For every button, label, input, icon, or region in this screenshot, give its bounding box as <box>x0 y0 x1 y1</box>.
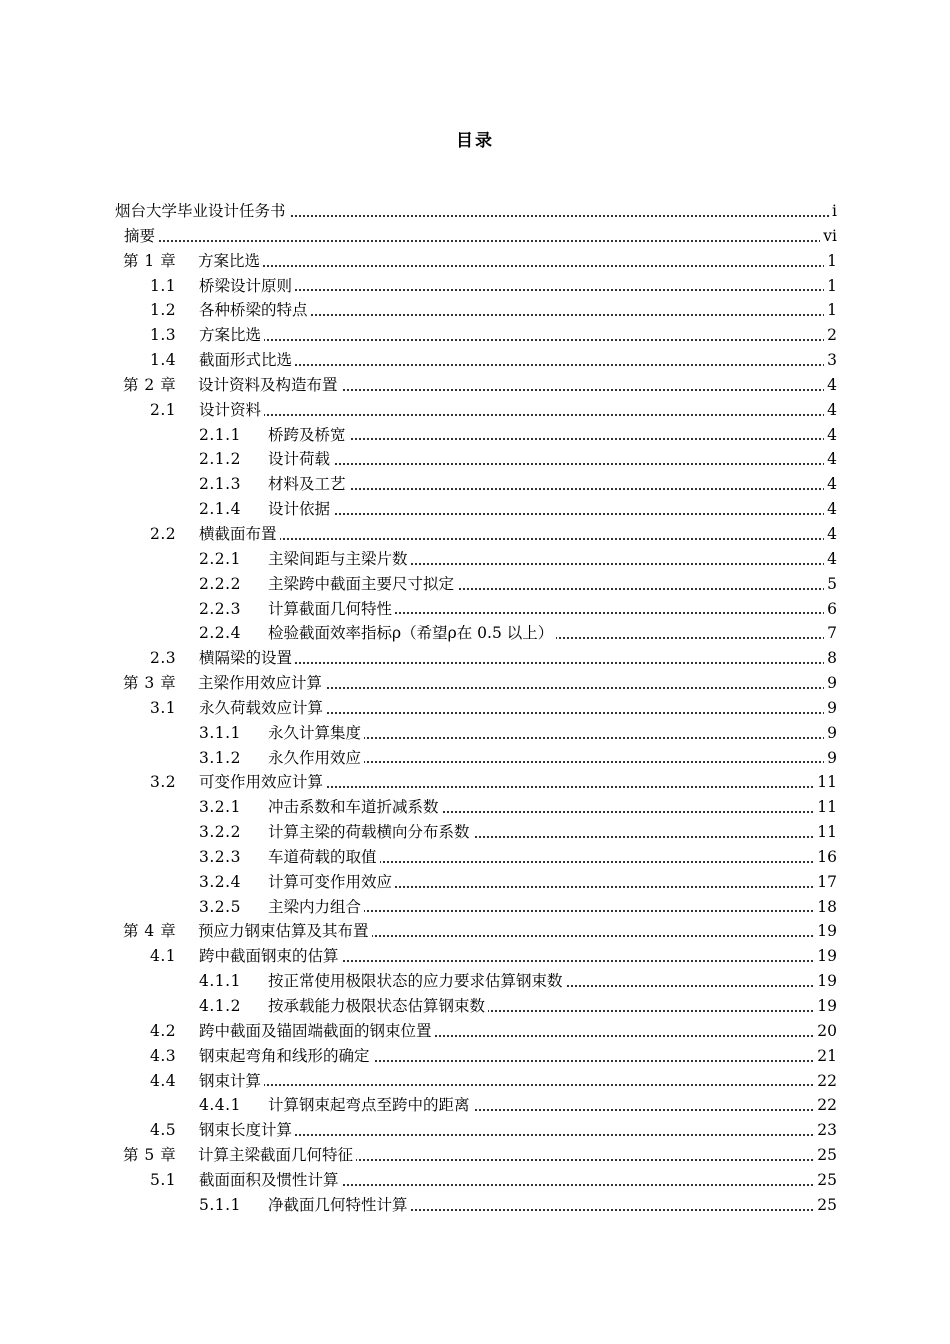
toc-entry-title-leader <box>199 522 837 547</box>
page-title: 目录 <box>456 131 494 151</box>
toc-entry-title-leader <box>268 969 837 994</box>
toc-entry-title: 按正常使用极限状态的应力要求估算钢束数 <box>268 972 566 990</box>
toc-entry-title-leader <box>268 994 837 1019</box>
toc-entry-number: 3.2.5 <box>199 897 241 916</box>
toc-entry-title-leader <box>268 820 837 845</box>
toc-entry-number: 4.2 <box>150 1021 177 1040</box>
toc-entry-title: 跨中截面钢束的估算 <box>199 947 342 965</box>
toc-entry-title-leader <box>199 646 837 671</box>
toc-entry-title: 车道荷载的取值 <box>268 848 380 866</box>
toc-entry-title-leader <box>124 224 837 249</box>
toc-entry-title: 跨中截面及锚固端截面的钢束位置 <box>199 1022 435 1040</box>
toc-entry-page: 4 <box>824 472 837 497</box>
toc-entry-page: 3 <box>824 348 837 373</box>
toc-entry[interactable] <box>0 199 950 224</box>
toc-entry-title-leader <box>268 621 837 646</box>
toc-entry-number: 2.1.4 <box>199 500 241 519</box>
toc-entry-page: 20 <box>814 1019 837 1044</box>
toc-entry-page: 4 <box>824 447 837 472</box>
toc-entry-number: 1.1 <box>150 276 177 295</box>
toc-entry[interactable] <box>0 1044 950 1069</box>
toc-entry-number: 第 3 章 <box>123 674 177 693</box>
toc-entry-number: 2.3 <box>150 649 177 668</box>
toc-entry[interactable] <box>0 224 950 249</box>
toc-entry[interactable] <box>0 721 950 746</box>
toc-entry-title-leader <box>268 895 837 920</box>
toc-entry-title-leader <box>199 1044 837 1069</box>
toc-entry-title: 方案比选 <box>198 252 263 270</box>
toc-entry-page: 1 <box>824 298 837 323</box>
toc-entry[interactable] <box>0 1193 950 1218</box>
toc-entry[interactable] <box>0 870 950 895</box>
toc-entry-page: 21 <box>814 1044 837 1069</box>
toc-entry[interactable] <box>0 547 950 572</box>
toc-entry[interactable] <box>0 522 950 547</box>
toc-entry-title: 钢束长度计算 <box>199 1121 295 1139</box>
toc-entry[interactable] <box>0 1093 950 1118</box>
toc-entry-number: 2.2.1 <box>199 549 241 568</box>
toc-entry-page: 19 <box>814 944 837 969</box>
toc-entry-title: 永久作用效应 <box>268 749 364 767</box>
toc-entry-page: 7 <box>824 621 837 646</box>
toc-entry[interactable] <box>0 1168 950 1193</box>
toc-entry[interactable] <box>0 895 950 920</box>
toc-entry[interactable] <box>0 696 950 721</box>
toc-entry-number: 第 2 章 <box>123 375 177 394</box>
toc-entry-title-leader <box>199 944 837 969</box>
toc-entry-number: 4.1.1 <box>199 972 241 991</box>
toc-entry[interactable] <box>0 1019 950 1044</box>
toc-entry[interactable] <box>0 919 950 944</box>
toc-entry-page: 23 <box>814 1118 837 1143</box>
toc-entry-title: 净截面几何特性计算 <box>268 1196 411 1214</box>
toc-entry-title-leader <box>198 1143 837 1168</box>
toc-entry-page: 22 <box>814 1069 837 1094</box>
toc-entry[interactable] <box>0 249 950 274</box>
toc-entry-title-leader <box>199 1069 837 1094</box>
toc-entry-title: 钢束计算 <box>199 1072 264 1090</box>
toc-entry-number: 1.4 <box>150 351 177 370</box>
toc-entry[interactable] <box>0 770 950 795</box>
toc-entry[interactable] <box>0 597 950 622</box>
toc-entry-title: 钢束起弯角和线形的确定 <box>199 1047 373 1065</box>
toc-entry-number: 第 1 章 <box>123 251 177 270</box>
toc-entry[interactable] <box>0 348 950 373</box>
toc-entry[interactable] <box>0 969 950 994</box>
toc-entry-title: 设计荷载 <box>268 450 333 468</box>
toc-entry-number: 4.4.1 <box>199 1096 241 1115</box>
toc-entry-page: 9 <box>824 696 837 721</box>
toc-entry-title-leader <box>199 398 837 423</box>
toc-entry-title: 横隔梁的设置 <box>199 649 295 667</box>
toc-entry-page: 2 <box>824 323 837 348</box>
toc-entry-number: 4.5 <box>150 1121 177 1140</box>
toc-entry[interactable] <box>0 472 950 497</box>
toc-entry-page: 11 <box>814 795 837 820</box>
toc-entry-title: 桥跨及桥宽 <box>268 426 349 444</box>
toc-entry-title: 计算主梁的荷载横向分布系数 <box>268 823 473 841</box>
toc-entry-number: 5.1 <box>150 1170 177 1189</box>
toc-entry-title-leader <box>199 274 837 299</box>
toc-entry[interactable] <box>0 1118 950 1143</box>
toc-entry-page: 19 <box>814 969 837 994</box>
toc-entry-page: 4 <box>824 497 837 522</box>
toc-entry-page: 25 <box>814 1168 837 1193</box>
toc-entry-title: 桥梁设计原则 <box>199 277 295 295</box>
toc-entry-title-leader <box>198 373 837 398</box>
toc-entry-title: 主梁作用效应计算 <box>198 674 325 692</box>
toc-entry-page: 11 <box>814 820 837 845</box>
toc-entry[interactable] <box>0 621 950 646</box>
toc-entry-title-leader <box>198 919 837 944</box>
toc-entry-page: 4 <box>824 423 837 448</box>
toc-entry-title-leader <box>198 671 837 696</box>
toc-entry-number: 3.1.2 <box>199 748 241 767</box>
toc-entry-page: 4 <box>824 522 837 547</box>
toc-entry-title-leader <box>268 1093 837 1118</box>
toc-entry-title-leader <box>268 472 837 497</box>
toc-entry-title-leader <box>268 572 837 597</box>
toc-entry[interactable] <box>0 795 950 820</box>
toc-entry-number: 2.2 <box>150 524 177 543</box>
toc-entry-title: 主梁跨中截面主要尺寸拟定 <box>268 575 457 593</box>
toc-entry-page: 11 <box>814 770 837 795</box>
toc-entry-title: 截面形式比选 <box>199 351 295 369</box>
toc-entry-page: 9 <box>824 746 837 771</box>
toc-entry-title-leader <box>268 423 837 448</box>
toc-entry-page: 1 <box>824 249 837 274</box>
toc-entry-number: 3.2.1 <box>199 798 241 817</box>
toc-entry-title: 按承载能力极限状态估算钢束数 <box>268 997 488 1015</box>
toc-entry-title: 计算可变作用效应 <box>268 873 395 891</box>
toc-entry-page: 25 <box>814 1143 837 1168</box>
toc-entry[interactable] <box>0 746 950 771</box>
toc-entry-number: 3.1.1 <box>199 723 241 742</box>
toc-entry-title-leader <box>268 1193 837 1218</box>
toc-entry-title-leader <box>199 696 837 721</box>
toc-entry-number: 4.4 <box>150 1071 177 1090</box>
toc-entry-title: 预应力钢束估算及其布置 <box>198 922 372 940</box>
toc-entry-title-leader <box>199 1118 837 1143</box>
toc-entry-title-leader <box>268 721 837 746</box>
toc-entry-title-leader <box>268 497 837 522</box>
toc-entry[interactable] <box>0 373 950 398</box>
toc-entry-number: 3.1 <box>150 698 177 717</box>
toc-entry-page: 1 <box>824 274 837 299</box>
toc-entry-title: 主梁内力组合 <box>268 898 364 916</box>
toc-entry-number: 2.2.2 <box>199 574 241 593</box>
toc-entry-title: 方案比选 <box>199 326 264 344</box>
toc-entry[interactable] <box>0 845 950 870</box>
toc-entry-page: 9 <box>824 721 837 746</box>
toc-entry-page: 4 <box>824 547 837 572</box>
toc-entry-number: 第 4 章 <box>123 922 177 941</box>
toc-entry-title: 计算主梁截面几何特征 <box>198 1146 356 1164</box>
toc-entry-number: 2.1.2 <box>199 450 241 469</box>
toc-entry-title-leader <box>268 845 837 870</box>
toc-entry-title: 计算截面几何特性 <box>268 600 395 618</box>
toc-entry[interactable] <box>0 572 950 597</box>
toc-entry-number: 1.3 <box>150 326 177 345</box>
toc-entry[interactable] <box>0 944 950 969</box>
toc-entry[interactable] <box>0 323 950 348</box>
toc-entry-title: 可变作用效应计算 <box>199 773 326 791</box>
toc-entry-title-leader <box>199 1168 837 1193</box>
toc-entry-number: 1.2 <box>150 301 177 320</box>
toc-entry-title: 横截面布置 <box>199 525 280 543</box>
toc-entry[interactable] <box>0 497 950 522</box>
toc-entry-title-leader <box>268 870 837 895</box>
toc-entry-title-leader <box>268 746 837 771</box>
toc-entry[interactable] <box>0 1143 950 1168</box>
toc-entry-title-leader <box>199 348 837 373</box>
toc-entry-title-leader <box>199 1019 837 1044</box>
toc-entry-title-leader <box>115 199 837 224</box>
toc-entry-title-leader <box>199 323 837 348</box>
toc-entry-number: 2.2.4 <box>199 624 241 643</box>
toc-entry-number: 3.2.2 <box>199 823 241 842</box>
toc-entry-number: 3.2.4 <box>199 872 241 891</box>
toc-entry-title: 材料及工艺 <box>268 475 349 493</box>
toc-entry-page: vi <box>820 224 837 249</box>
toc-entry-page: 6 <box>824 597 837 622</box>
toc-entry-page: 19 <box>814 994 837 1019</box>
toc-entry[interactable] <box>0 820 950 845</box>
toc-entry-title: 计算钢束起弯点至跨中的距离 <box>268 1096 473 1114</box>
toc-entry-title: 永久计算集度 <box>268 724 364 742</box>
toc-entry-page: 4 <box>824 398 837 423</box>
toc-entry-title: 设计依据 <box>268 500 333 518</box>
toc-entry-title: 永久荷载效应计算 <box>199 699 326 717</box>
toc-entry[interactable] <box>0 447 950 472</box>
toc-entry-page: 8 <box>824 646 837 671</box>
toc-entry-page: 5 <box>824 572 837 597</box>
toc-entry-number: 2.1 <box>150 400 177 419</box>
toc-entry-title: 设计资料及构造布置 <box>198 376 341 394</box>
toc-entry-page: 16 <box>814 845 837 870</box>
toc-entry-title: 截面面积及惯性计算 <box>199 1171 342 1189</box>
toc-entry-title-leader <box>199 298 837 323</box>
toc-entry-number: 3.2.3 <box>199 847 241 866</box>
toc-entry-title: 设计资料 <box>199 401 264 419</box>
toc-entry[interactable] <box>0 398 950 423</box>
toc-entry-title: 主梁间距与主梁片数 <box>268 550 411 568</box>
toc-entry-page: 25 <box>814 1193 837 1218</box>
toc-entry-number: 4.1.2 <box>199 997 241 1015</box>
toc-entry-title: 检验截面效率指标ρ（希望ρ在 0.5 以上） <box>268 624 556 642</box>
toc-entry-title-leader <box>268 795 837 820</box>
toc-entry-title: 烟台大学毕业设计任务书 <box>115 202 289 220</box>
toc-entry-page: 4 <box>824 373 837 398</box>
toc-entry-number: 2.1.3 <box>199 475 241 494</box>
toc-entry-number: 2.1.1 <box>199 425 241 444</box>
toc-entry-title: 摘要 <box>124 227 158 245</box>
toc-entry[interactable] <box>0 274 950 299</box>
toc-entry-number: 4.1 <box>150 947 177 966</box>
table-of-contents <box>0 199 950 1218</box>
toc-entry-title-leader <box>199 770 837 795</box>
toc-entry-number: 4.3 <box>150 1046 177 1065</box>
toc-entry-page: 9 <box>824 671 837 696</box>
toc-entry[interactable] <box>0 994 950 1019</box>
toc-entry-title-leader <box>268 597 837 622</box>
toc-entry-title: 冲击系数和车道折减系数 <box>268 798 442 816</box>
toc-entry-number: 2.2.3 <box>199 599 241 618</box>
toc-entry[interactable] <box>0 646 950 671</box>
toc-entry-title-leader <box>268 547 837 572</box>
toc-entry-number: 第 5 章 <box>123 1146 177 1165</box>
toc-entry-title-leader <box>268 447 837 472</box>
toc-entry-page: 22 <box>814 1093 837 1118</box>
toc-entry[interactable] <box>0 1069 950 1094</box>
toc-entry-page: 19 <box>814 919 837 944</box>
toc-entry-page: i <box>829 199 837 224</box>
toc-entry-number: 5.1.1 <box>199 1195 241 1214</box>
toc-entry-title-leader <box>198 249 837 274</box>
toc-entry[interactable] <box>0 671 950 696</box>
toc-entry[interactable] <box>0 298 950 323</box>
toc-entry-page: 17 <box>814 870 837 895</box>
toc-entry-title: 各种桥梁的特点 <box>199 301 311 319</box>
toc-entry[interactable] <box>0 423 950 448</box>
toc-entry-number: 3.2 <box>150 773 177 792</box>
toc-entry-page: 18 <box>814 895 837 920</box>
